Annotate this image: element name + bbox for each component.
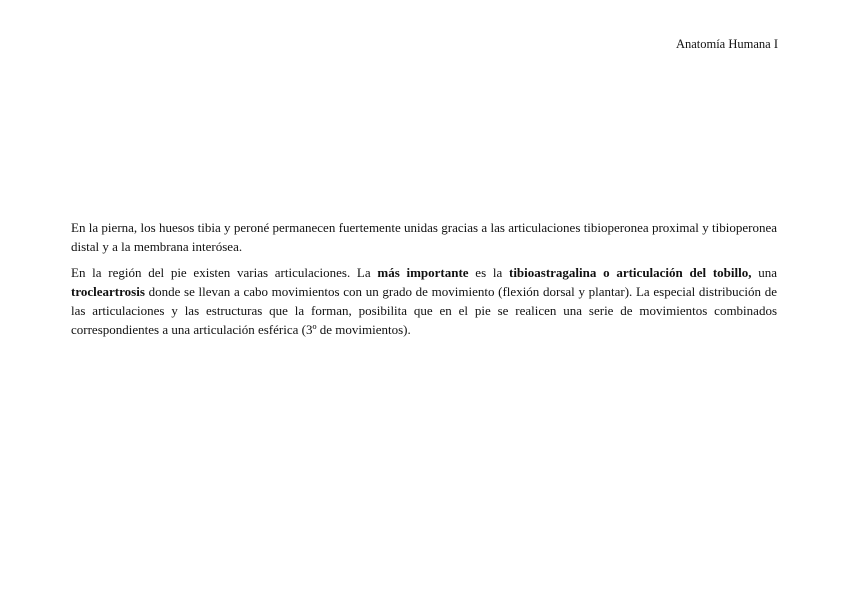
paragraph-2-text-2: es la <box>468 265 509 280</box>
bold-most-important: más importante <box>377 265 469 280</box>
paragraph-2-text-1: En la región del pie existen varias articulaciones. La <box>71 265 378 280</box>
bold-trocleartrosis: trocleartrosis <box>71 284 145 299</box>
paragraph-2-text-4: donde se llevan a cabo movimientos con un grado de movimiento (flexión dorsal y plantar). La especial distribución de las articulaciones y las estructuras que la forman, posibilita que en el pie se realicen una serie de movimientos combinados correspondientes a una articulación esférica (3º de movimientos). <box>71 284 777 337</box>
bold-ankle-joint: tibioastragalina o articulación del tobillo, <box>508 265 752 280</box>
body-text <box>71 218 777 346</box>
running-header: Anatomía Humana I <box>675 37 778 51</box>
paragraph-leg-articulations: En la pierna, los huesos tibia y peroné permanecen fuertemente unidas gracias a las articulaciones tibioperonea proximal y tibioperonea distal y a la membrana interósea. <box>71 220 777 254</box>
paragraph-2-text-3: una <box>751 265 777 280</box>
paragraph-foot-articulations <box>71 263 777 339</box>
